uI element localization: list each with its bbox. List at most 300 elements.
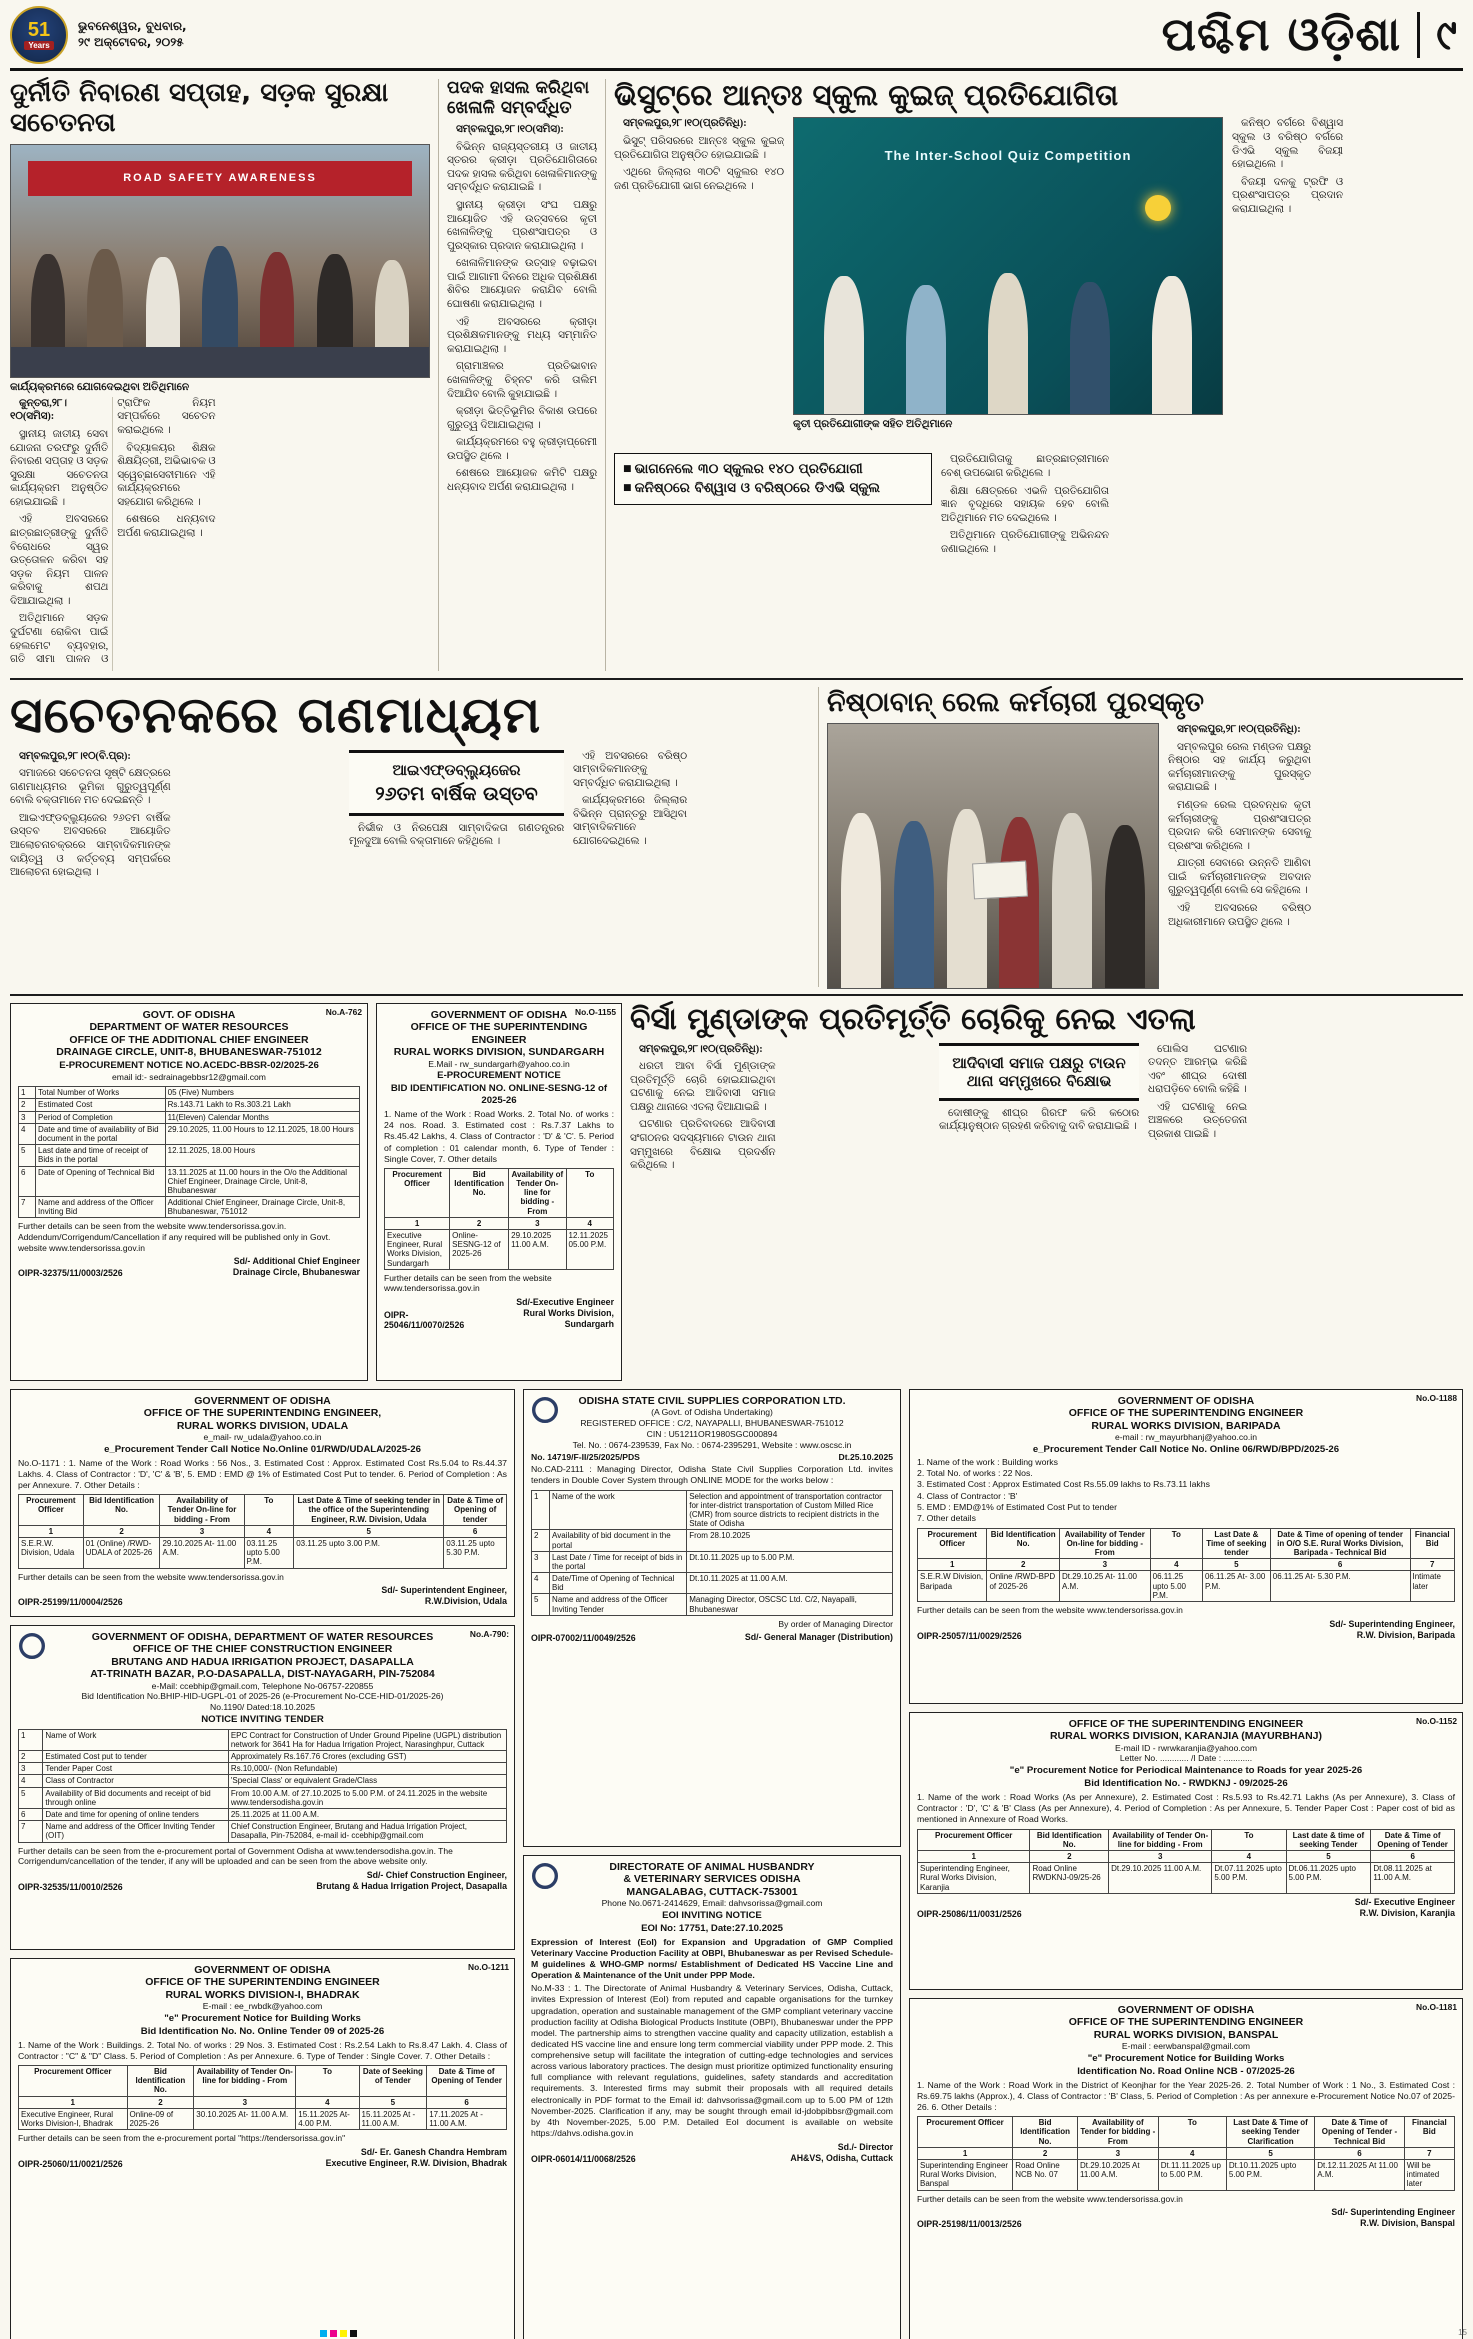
notice-contact-line: E.Mail - rw_sundargarh@yahoo.co.in [428,1058,570,1069]
row-value: Rs.143.71 Lakh to Rs.303.21 Lakh [165,1099,359,1111]
headline: ସଚେତନକରେ ଗଣମାଧ୍ୟମ [10,686,542,744]
notice-table [917,1528,1455,1602]
table-data-cell: Superintending Engineer, Rural Works Division, Karanjia [918,1863,1030,1894]
table-number-cell: 1 [918,2147,1013,2159]
row-value: 11(Eleven) Calendar Months [165,1111,359,1123]
table-data-cell: 17.11.2025 At - 11.00 A.M. [427,2108,507,2129]
row-value: Additional Chief Engineer, Drainage Circle, Unit-8, Bhubaneswar, 751012 [165,1197,359,1218]
table-row [532,1551,893,1572]
body-paragraph: ଏହି ଅବସରରେ ବରିଷ୍ଠ ସାମ୍ବାଦିକମାନଙ୍କୁ ସମ୍ବର୍ଦ୍ଧିତ କରାଯାଇଥିଲା । [573,750,687,789]
table-number-cell: 1 [19,2096,128,2108]
headline: ବିର୍ସା ମୁଣ୍ଡାଙ୍କ ପ୍ରତିମୂର୍ତ୍ତି ଚୋରିକୁ ନେଇ ଏତଲା [630,1002,1196,1037]
notice-header [531,1861,893,1898]
table-data-cell: Superintending Engineer Rural Works Division, Banspal [918,2159,1013,2190]
notices-column-right [909,1389,1463,2339]
photo-table [11,347,429,377]
notice-eproc-line: Identification No. Road Online NCB - 07/2025-26 [1077,2065,1295,2077]
body-paragraph: ସମାଜରେ ସଚେତନତା ସୃଷ୍ଟି କ୍ଷେତ୍ରରେ ଗଣମାଧ୍ୟମର ଭୂମିକା ଗୁରୁତ୍ୱପୂର୍ଣ୍ଣ ବୋଲି ବକ୍ତାମାନେ ମତ ଦେଇଛନ୍ତି । [10,768,171,807]
table-number-cell: 6 [444,1525,507,1537]
row-value: Rs.10,000/- (Non Refundable) [228,1763,506,1775]
body-paragraph: କାର୍ଯ୍ୟକ୍ରମରେ ବହୁ କ୍ରୀଡ଼ାପ୍ରେମୀ ଉପସ୍ଥିତ ଥିଲେ । [447,437,597,462]
body-paragraph: ଶେଷରେ ଆୟୋଜକ କମିଟି ପକ୍ଷରୁ ଧନ୍ୟବାଦ ଅର୍ପଣ କରାଯାଇଥିଲା । [447,468,597,493]
photo-banner-text: ROAD SAFETY AWARENESS [28,161,413,196]
signature-line: Sd/- Executive Engineer [1354,1896,1455,1907]
row-number: 3 [19,1763,43,1775]
table-header-cell: Bid Identification No. [1013,2117,1078,2148]
table-number-cell: 2 [1013,2147,1078,2159]
article-dateline: ସମ୍ବଲପୁର,୨୮।୧୦(ପ୍ରତିନିଧି): [1177,724,1301,736]
table-header-cell: Procurement Officer [385,1168,450,1217]
tender-notices-grid [10,1389,1463,2339]
section-rule [10,994,1463,996]
photo-backdrop-text: The Inter-School Quiz Competition [884,147,1132,163]
body-paragraph: ଏହି ଘଟଣାକୁ ନେଇ ଅଞ୍ଚଳରେ ଉତ୍ତେଜନା ପ୍ରକାଶ ପାଇଛି । [1148,1101,1247,1140]
row-value: EPC Contract for Construction of Under Ground Pipeline (UGPL) distribution network for 3641 Ha for Hadua Irrigation Project, Narasinghpur, Cuttack [228,1729,506,1750]
notice-contact-line: E-mail : ee_rwbdk@yahoo.com [202,2001,323,2012]
body-paragraph: ପୋଲିସ ଘଟଣାର ତଦନ୍ତ ଆରମ୍ଭ କରିଛି ଏବଂ ଶୀଘ୍ର ଦୋଷୀ ଧରାପଡ଼ିବେ ବୋଲି କହିଛି । [1148,1043,1247,1096]
headline: ଦୁର୍ନୀତି ନିବାରଣ ସପ୍ତାହ, ସଡ଼କ ସୁରକ୍ଷା ସଚେତନତା [10,78,389,138]
article-dateline: କୁନ୍ତରା,୨୮।୧୦(ସମିସ): [10,397,67,423]
table-row [532,1530,893,1551]
notice-contact-line: (A Govt. of Odisha Undertaking) [651,1407,773,1418]
row-value: 12.11.2025, 18.00 Hours [165,1145,359,1166]
person-figure [1152,276,1192,415]
table-number-cell: 3 [160,1525,244,1537]
table-row [532,1594,893,1615]
body-paragraph: ଯାତ୍ରୀ ସେବାରେ ଉନ୍ନତି ଆଣିବା ପାଇଁ କର୍ମଚାରୀମାନଙ୍କ ଅବଦାନ ଗୁରୁତ୍ୱପୂର୍ଣ୍ଣ ବୋଲି ସେ କହିଥିଲେ । [1168,858,1311,897]
row-label: Total Number of Works [36,1087,166,1099]
notice-ref-date: Dt.25.10.2025 [838,1452,893,1463]
highlight-inset-box [939,1043,1139,1101]
notice-title-line: OFFICE OF THE SUPERINTENDING ENGINEER [145,1976,380,1989]
notice-rwd-karanjia [909,1712,1463,1990]
notice-number: No.O-1211 [468,1962,509,1972]
notice-number: No.A-790: [469,1629,509,1639]
article-dateline: ସମ୍ବଲପୁର,୨୮।୧୦(ବି.ପ୍ର): [19,750,131,762]
article-birsa-statue [630,1003,1463,1381]
body-paragraph: ସ୍ଥାନୀୟ ଜାତୀୟ ସେବା ଯୋଜନା ତରଫରୁ ଦୁର୍ନୀତି ନିବାରଣ ସପ୍ତାହ ଓ ସଡ଼କ ସୁରକ୍ଷା ସଚେତନତା କାର୍ଯ୍ୟକ୍ରମ ଅନୁଷ୍ଠିତ ହୋଇଯାଇଛି । [10,428,109,508]
notice-number: No.O-1155 [575,1007,616,1017]
row-value: Dt.10.11.2025 up to 5.00 P.M. [687,1551,893,1572]
table-data-cell: 06.11.25 At- 5.30 P.M. [1270,1571,1410,1602]
notice-detail-item: 5. EMD : EMD@1% of Estimated Cost Put to tender [917,1502,1118,1513]
cyan-mark [320,2330,327,2337]
print-registration-marks [320,2330,357,2337]
body-paragraph: ନିର୍ଭୀକ ଓ ନିରପେକ୍ଷ ସାମ୍ବାଦିକତା ଗଣତନ୍ତ୍ରର ମୂଳଦୁଆ ବୋଲି ବକ୍ତାମାନେ କହିଥିଲେ । [349,822,564,848]
notice-eproc-line: e_Procurement Tender Call Notice No.Online 01/RWD/UDALA/2025-26 [104,1443,421,1455]
notice-rwd-sundargarh [376,1003,622,1381]
table-number-cell: 5 [1202,1559,1270,1571]
notice-header [18,1009,360,1059]
table-data-cell: Road Online NCB No. 07 [1013,2159,1078,2190]
row-label: Last Date / Time for receipt of bids in the portal [550,1551,687,1572]
notice-rwd-baripada [909,1389,1463,1704]
table-row [19,1087,360,1099]
table-data-cell: Dt.07.11.2025 upto 5.00 P.M. [1212,1863,1286,1894]
notice-table [917,1829,1455,1894]
table-header-cell: Availability of Tender On-line for bidding - From [160,1495,244,1526]
notice-title-line: OFFICE OF THE SUPERINTENDING ENGINEER, [143,1407,382,1420]
table-header-cell: Bid Identification No. [127,2066,194,2097]
row-label: Date and time for opening of online tenders [43,1809,228,1821]
signature-line: Brutang & Hadua Irrigation Project, Dasapalla [316,1880,507,1891]
article-body-right [1148,1043,1463,1382]
table-number-cell: 6 [1270,1559,1410,1571]
table-data-cell: 15.11.2025 At- 4.00 P.M. [296,2108,359,2129]
notice-title-line: OFFICE OF THE ADDITIONAL CHIEF ENGINEER [69,1033,309,1046]
table-header-cell: To [566,1168,613,1217]
table-header-cell: Bid Identification No. [1030,1829,1109,1850]
person-figure [1052,813,1092,988]
notice-rwd-bhadrak [10,1958,515,2339]
table-data-cell: 01 (Online) /RWD-UDALA of 2025-26 [83,1537,160,1568]
body-paragraph: ଦୋଷୀଙ୍କୁ ଶୀଘ୍ର ଗିରଫ କରି କଠୋର କାର୍ଯ୍ୟାନୁଷ୍ଠାନ ଗ୍ରହଣ କରିବାକୁ ଦାବି କରାଯାଇଛି । [939,1107,1139,1133]
notice-brutang-hadua [10,1625,515,1950]
article-media-awareness [10,687,810,987]
table-header-cell: Financial Bid [1404,2117,1454,2148]
person-figure [1105,825,1145,988]
signature-line: R.W. Division, Baripada [1356,1629,1455,1640]
table-data-cell: Dt.29.10.2025 11.00 A.M. [1109,1863,1212,1894]
directorate-emblem [532,1863,558,1889]
article-body-left [614,117,784,447]
article-rail-employees [827,687,1463,987]
signature-line: Executive Engineer, R.W. Division, Bhadrak [325,2157,507,2168]
signature-line: AH&VS, Odisha, Cuttack [790,2153,893,2164]
notice-animal-husbandry-eoi [523,1855,901,2339]
inset-line: ୨୬ତମ ବାର୍ଷିକ ଉସ୍ତବ [375,782,538,805]
table-number-cell: 4 [296,2096,359,2108]
notice-oipr: OIPR-25057/11/0029/2526 [917,1630,1022,1641]
table-header-cell: To [1158,2117,1226,2148]
table-header-cell: To [244,1495,294,1526]
row-value: From 10.00 A.M. of 27.10.2025 to 5.00 P.M. of 24.11.2025 in the website www.tendersodisha.gov.in [228,1787,506,1808]
masthead-divider [1417,12,1420,58]
table-number-cell: 6 [1371,1850,1455,1862]
notice-detail-item: 1. Name of the work : Building works [917,1456,1058,1467]
page-number: ୯ [1436,10,1457,59]
notice-footer: Further details can be seen from the website www.tendersorissa.gov.in [917,1605,1183,1616]
table-data-cell: Will be intimated later [1404,2159,1454,2190]
article-dateline: ସମ୍ବଲପୁର,୨୮।୧୦(ପ୍ରତିନିଧି): [639,1043,763,1055]
table-data-cell: 03.11.25 upto 5.30 P.M. [444,1537,507,1568]
masthead-date: ୨୯ ଅକ୍ଟୋବର, ୨୦୨୫ [78,35,184,49]
table-row [19,1821,507,1842]
badge-label: Years [24,41,53,50]
notice-header [18,1631,507,1681]
table-number-cell: 4 [1150,1559,1202,1571]
notice-detail-item: 7. Other details [917,1513,976,1524]
notice-signature [1329,1619,1455,1641]
table-number-cell: 4 [244,1525,294,1537]
notice-detail-item: 3. Estimated Cost : Approx Estimated Cost Rs.55.09 lakhs to Rs.73.11 lakhs [917,1479,1210,1490]
row-number: 5 [19,1145,36,1166]
article-dateline: ସମ୍ବଲପୁର,୨୮।୧୦(ସମିସ): [456,124,564,136]
signature-line: Sd/- General Manager (Distribution) [744,1631,893,1642]
person-figure [906,285,946,414]
table-row [19,1775,507,1787]
notice-signature [1331,2207,1455,2229]
notice-eproc-line: EOI No: 17751, Date:27.10.2025 [641,1922,783,1934]
table-data-cell: Road Online RWDKNJ-09/25-26 [1030,1863,1109,1894]
notice-and-article-row [10,1003,1463,1381]
notice-title-line: OFFICE OF THE SUPERINTENDING ENGINEER [1068,2016,1304,2029]
notice-title-line: GOVERNMENT OF ODISHA, DEPARTMENT OF WATER RESOURCES [91,1631,434,1643]
table-data-cell: 03.11.25 upto 5.00 P.M. [244,1537,294,1568]
article-medal-players [447,79,597,671]
notice-contact-line: REGISTERED OFFICE : C/2, NAYAPALLI, BHUBANESWAR-751012 [580,1418,844,1429]
notice-contact-line: CIN : U51211OR1980SGC000894 [646,1428,778,1439]
row-number: 7 [19,1197,36,1218]
row-value: Chief Construction Engineer, Brutang and Hadua Irrigation Project, Dasapalla, Pin-752084, e-mail id- ccebhip@gmail.com [228,1821,506,1842]
notice-oipr: OIPR-25060/11/0021/2526 [18,2158,123,2169]
notice-title-line: RURAL WORKS DIVISION, BARIPADA [1091,1419,1281,1432]
notice-oipr: OIPR-25198/11/0013/2526 [917,2219,1022,2230]
row-label: Name and address of the Officer Inviting Bid [36,1197,166,1218]
notice-header [917,1395,1455,1432]
notice-eproc-line: "e" Procurement Notice for Building Works [1087,2052,1285,2064]
headline: ପଦକ ହାସଲ କରିଥିବା ଖେଳାଳି ସମ୍ବର୍ଦ୍ଧିତ [447,78,590,118]
row-label: Name and address of the Officer Inviting Tender [550,1594,687,1615]
notice-table [384,1168,614,1270]
notice-contact [18,1432,507,1443]
table-header-cell: To [1212,1829,1286,1850]
notice-footer: Further details can be seen from the website www.tendersorissa.gov.in [917,2193,1183,2204]
table-header-cell: Last date & time of seeking Tender [1286,1829,1371,1850]
people-group [803,260,1214,414]
notice-ref-number: No. 14719/F-II/25/2025/PDS [531,1452,640,1463]
table-data-cell: Executive Engineer, Rural Works Division, Sundargarh [385,1229,450,1269]
notice-contact [18,2001,507,2012]
table-number-cell: 1 [918,1559,987,1571]
table-number-cell: 4 [1212,1850,1286,1862]
notice-contact-line: No.1190/ Dated:18.10.2025 [210,1701,315,1712]
table-header-cell: Availability of Tender for bidding - From [1077,2117,1158,2148]
notice-table [18,1086,360,1218]
table-number-cell: 2 [1030,1850,1109,1862]
signature-line: Sd/- Superintendent Engineer, [381,1585,507,1596]
notice-body: No.O-1171 : 1. Name of the Work : Road Works : 56 Nos., 3. Estimated Cost : Approx. Estimated Cost Rs.5.04 to Rs.44.37 Lakhs. 4. Class of Contractor : 'D', 'C' & 'B', 5. EMD : EMD @ 1% of Estimated Cost Put to tender. 6. Period of Completion : As per Annexure. 7. Other Details : [18,1457,507,1491]
table-header-cell: Availability of Tender On-line for bidding - From [1059,1528,1150,1559]
inset-line: ଆଦିବାସୀ ସମାଜ ପକ୍ଷରୁ ଟାଉନ [952,1053,1126,1072]
eoi-subject: Expression of Interest (EoI) for Expansion and Upgradation of GMP Complied Veterinary Vaccine Production Facility at OBPI, Bhubaneswar as per Revised Schedule-M guidelines & WHO-GMP norms/ Establishment of Dedicated HS Vaccine Line and Operation & Maintenance of the Unit under PPP Mode. [531,1936,893,1981]
table-header-cell: Date & Time of Opening of tender [444,1495,507,1526]
table-row [19,1111,360,1123]
body-paragraph: କନିଷ୍ଠ ବର୍ଗରେ ବିଶ୍ୱାସ ସ୍କୁଲ ଓ ବରିଷ୍ଠ ବର୍ଗରେ ଡିଏଭି ସ୍କୁଲ ବିଜୟୀ ହୋଇଥିଲେ । [1232,118,1343,171]
row-label: Name and address of the Officer Inviting Tender (OIT) [43,1821,228,1842]
table-header-cell: Availability of Tender On-line for bidding - From [509,1168,566,1217]
row-value: 29.10.2025, 11.00 Hours to 12.11.2025, 18.00 Hours [165,1123,359,1144]
table-header-cell: Availability of Tender On-line for bidding - From [1109,1829,1212,1850]
body-paragraph: ଘଟଣାର ପ୍ରତିବାଦରେ ଆଦିବାସୀ ସଂଗଠନର ସଦସ୍ୟମାନେ ଟାଉନ ଥାନା ସମ୍ମୁଖରେ ବିକ୍ଷୋଭ ପ୍ରଦର୍ଶନ କରିଥିଲେ । [630,1119,776,1172]
notice-contact-line: Bid Identification No.BHIP-HID-UGPL-01 of 2025-26 (e-Procurement No-CCE-HID-01/2025-26) [81,1691,444,1702]
notice-title-line: BRUTANG AND HADUA IRRIGATION PROJECT, DASAPALLA [111,1655,414,1668]
table-header-cell: To [1150,1528,1202,1559]
notice-oipr: OIPR-32535/11/0010/2526 [18,1881,123,1892]
body-paragraph: ଏହି ଅବସରରେ ବରିଷ୍ଠ ଅଧିକାରୀମାନେ ଉପସ୍ଥିତ ଥିଲେ । [1168,902,1311,928]
row-number: 5 [532,1594,550,1615]
notice-eproc-line: E-PROCUREMENT NOTICE NO.ACEDC-BBSR-02/2025-26 [59,1059,319,1071]
notice-eproc-line: E-PROCUREMENT NOTICE [437,1070,561,1082]
table-number-cell: 6 [427,2096,507,2108]
notice-signature [233,1256,360,1278]
notice-contact-line: Phone No.0671-2414629, Email: dahvsorissa@gmail.com [601,1898,823,1909]
notice-table [18,1494,507,1568]
table-header-cell: Date & Time of opening of tender in O/O S.E. Rural Works Division, Baripada - Technical Bid [1270,1528,1410,1559]
table-row [19,1123,360,1144]
table-number-cell: 4 [1158,2147,1226,2159]
notice-table [917,2116,1455,2190]
notice-body: 1. Name of the Work : Buildings. 2. Total No. of works : 29 Nos. 3. Estimated Cost : Rs.2.54 Lakh to Rs.8.47 Lakh. 4. Class of Contractor : "C" & "D" Class. 5. Period of Completion : As per Annexure. 6. Type of Tender : Single Cover. 7. Other Details : [18,2039,507,2061]
masthead-dateline [78,19,187,50]
table-header-cell: Procurement Officer [918,2117,1013,2148]
notice-contact-line: E-mail ID - rwrwkaranjia@yahoo.com [1115,1742,1257,1753]
article-body-center [349,822,564,988]
table-row [19,1809,507,1821]
table-data-cell: Dt.12.11.2025 At 11.00 A.M. [1315,2159,1404,2190]
notice-contact-line: Tel. No. : 0674-239539, Fax No. : 0674-2395291, Website : www.oscsc.in [572,1439,852,1450]
notice-body: 1. Name of the work : Road Works (As per Annexure), 2. Estimated Cost : Rs.5.93 to Rs.42.71 Lakhs (As per Annexure), 3. Class of Contractor : 'D', 'C' & 'B' Class (As per Annexure), 4. Period of Completion : As per Annexure, 5. Tender Paper Cost : Paper cost of bid as mentioned in Annexure of Road Works. [917,1792,1455,1825]
body-paragraph: ବିଦ୍ୟାଳୟର ଶିକ୍ଷକ ଶିକ୍ଷୟିତ୍ରୀ, ଅଭିଭାବକ ଓ ସ୍ୱେଚ୍ଛାସେବୀମାନେ ଏହି କାର୍ଯ୍ୟକ୍ରମରେ ସହଯୋଗ କରିଥିଲେ । [117,442,216,508]
notice-detail-list [917,1457,1455,1525]
table-number-cell: 4 [566,1217,613,1229]
row-number: 1 [19,1087,36,1099]
row-value: 25.11.2025 at 11.00 A.M. [228,1809,506,1821]
table-row [19,1166,360,1197]
notice-oipr: OIPR-25199/11/0004/2526 [18,1597,123,1608]
person-figure [999,817,1039,988]
row-label: Name of the work [550,1490,687,1530]
table-header-cell: Procurement Officer [918,1829,1030,1850]
table-number-cell: 2 [83,1525,160,1537]
table-row [19,1099,360,1111]
notice-table [18,2065,507,2130]
notice-contact-line: e-mail : rw_mayurbhanj@yahoo.co.in [1115,1432,1257,1443]
notice-signature [316,1870,507,1892]
table-data-cell: Online-09 of 2025-26 [127,2108,194,2129]
notice-oscsc [523,1389,901,1847]
yellow-mark [340,2330,347,2337]
row-number: 1 [532,1490,550,1530]
signature-line: Drainage Circle, Bhubaneswar [232,1267,360,1278]
table-header-cell: Date of Seeking of Tender [359,2066,427,2097]
body-paragraph: ଖେଳାଳିମାନଙ୍କ ଉତ୍ସାହ ବଢ଼ାଇବା ପାଇଁ ଆଗାମୀ ଦିନରେ ଅଧିକ ପ୍ରଶିକ୍ଷଣ ଶିବିର ଆୟୋଜନ କରାଯିବ ବୋଲି ଘୋଷଣା କରାଯାଇଥିଲା । [447,258,597,311]
notice-contact [531,1407,893,1450]
table-header-cell: Procurement Officer [19,2066,128,2097]
notice-body: 1. Name of the Work : Road Works. 2. Total No. of works : 24 nos. Road. 3. Estimated cost : Rs.7.37 Lakhs to Rs.45.42 Lakhs, 4. Class of Contractor : 'D' & 'C'. 5. Period of completion : 01 calendar month, 6. Type of Tender : Single Cover, 7. Other details [384,1109,614,1164]
quiz-photo [793,117,1223,415]
photo-caption: କୃତୀ ପ୍ରତିଯୋଗୀଙ୍କ ସହିତ ଅତିଥିମାନେ [793,418,953,431]
table-data-cell: 06.11.25 At- 3.00 P.M. [1202,1571,1270,1602]
notice-title-line: DIRECTORATE OF ANIMAL HUSBANDRY [609,1861,815,1873]
row-number: 1 [19,1729,43,1750]
row-value: 13.11.2025 at 11.00 hours in the O/o the Additional Chief Engineer, Drainage Circle, Unit-8, Bhubaneswar [165,1166,359,1197]
body-paragraph: ଆଇଏଫ୍‌ଡବ୍ଲ୍ୟୁଜେର ୨୬ତମ ବାର୍ଷିକ ଉସ୍ତବ ଅବସରରେ ଆୟୋଜିତ ଆଲୋଚନାଚକ୍ରରେ ସାମ୍ବାଦିକମାନଙ୍କ ଦାୟିତ୍ୱ ଓ କର୍ତ୍ତବ୍ୟ ସମ୍ପର୍କରେ ଆଲୋଚନା ହୋଇଥିଲା । [10,812,171,879]
body-paragraph: ଭିସୁଟ୍ ପରିସରରେ ଆନ୍ତଃ ସ୍କୁଲ କୁଇଜ୍ ପ୍ରତିଯୋଗିତା ଅନୁଷ୍ଠିତ ହୋଇଯାଇଛି । [614,135,784,161]
row-label: Availability of Bid documents and receipt of bid through online [43,1787,228,1808]
notice-eproc-line: Bid Identification No. No. Online Tender 09 of 2025-26 [140,2025,385,2037]
table-number-cell: 6 [1315,2147,1404,2159]
table-number-cell: 2 [127,2096,194,2108]
notice-contact [917,1432,1455,1443]
table-header-cell: Bid Identification No. [987,1528,1060,1559]
notice-oipr: OIPR-32375/11/0003/2526 [18,1268,123,1279]
oscsc-emblem [532,1397,558,1423]
article-body-center [939,1107,1139,1382]
body-paragraph: ଅତିଥିମାନେ ସଡ଼କ ଦୁର୍ଘଟଣା ରୋକିବା ପାଇଁ ହେଲମେଟ ବ୍ୟବହାର, ଗତି ସୀମା ପାଳନ ଓ ଟ୍ରାଫିକ ନିୟମ ସମ୍ପର୍କରେ ସଚେତନ କରାଇଥିଲେ । [10,397,216,666]
notice-contact [917,1743,1455,1764]
notice-oipr: OIPR-06014/11/0068/2526 [531,2154,636,2165]
body-paragraph: ଏଥିରେ ଜିଲ୍ଲାର ୩୦ଟି ସ୍କୁଲର ୧୪୦ ଜଣ ପ୍ରତିଯୋଗୀ ଭାଗ ନେଇଥିଲେ । [614,167,784,192]
award-photo [827,723,1159,989]
table-number-cell: 2 [450,1217,509,1229]
row-label: Class of Contractor [43,1775,228,1787]
row-number: 4 [532,1573,550,1594]
row-label: Tender Paper Cost [43,1763,228,1775]
table-data-cell: Dt.08.11.2025 at 11.00 A.M. [1371,1863,1455,1894]
notice-eproc-line: "e" Procurement Notice for Periodical Maintenance to Roads for year 2025-26 [1009,1765,1363,1777]
black-mark [350,2330,357,2337]
table-header-cell: Date & Time of Opening of Tender - Technical Bid [1315,2117,1404,2148]
table-number-cell: 5 [1286,1850,1371,1862]
notice-title-line: OFFICE OF THE SUPERINTENDING ENGINEER [410,1021,588,1046]
notice-contact-line: Letter No. ............ /I Date : ............ [1119,1753,1253,1764]
table-data-cell: S.E.R.W Division, Baripada [918,1571,987,1602]
notice-contact-line: E-mail : eerwbanspal@gmail.com [1121,2041,1251,2052]
notice-contact-line: e_mail- rw_udala@yahoo.co.in [203,1432,322,1443]
signature-line: Sd/- Er. Ganesh Chandra Hembram [360,2146,507,2157]
highlight-bullet: ■ ଭାଗନେଲେ ୩୦ ସ୍କୁଲର ୧୪୦ ପ୍ରତିଯୋଗୀ [623,460,923,479]
column-rule [605,79,606,671]
inset-line: ଥାନା ସମ୍ମୁଖରେ ବିକ୍ଷୋଭ [966,1071,1112,1090]
table-number-cell: 2 [987,1559,1060,1571]
notice-eproc [917,2053,1455,2078]
table-header-cell: Last Date & Time of seeking tender [1202,1528,1270,1559]
notice-footer: Further details can be seen from the website www.tendersorissa.gov.in [18,1571,284,1582]
notice-contact-line: email id:- sedrainagebbsr12@gmail.com [112,1072,266,1083]
table-data-cell: Online /RWD-BPD of 2025-26 [987,1571,1060,1602]
notices-column-left [10,1389,515,2339]
notice-signature [326,2147,507,2169]
bulb-graphic [1145,195,1171,221]
notice-drainage-circle [10,1003,368,1381]
body-paragraph: ଅତିଥିମାନେ ପ୍ରତିଯୋଗୀଙ୍କୁ ଅଭିନନ୍ଦନ ଜଣାଇଥିଲେ । [941,530,1109,555]
notice-table [18,1729,507,1843]
row-value: From 28.10.2025 [687,1530,893,1551]
notice-contact [18,1681,507,1713]
article-body-right [573,750,810,988]
masthead [10,6,1463,71]
table-data-cell: Dt.06.11.2025 upto 5.00 P.M. [1286,1863,1371,1894]
notice-footer: Further details can be seen from the website www.tendersorissa.gov.in. Addendum/Corrigendum/Cancellation if any required will be published only in Govt. website www.tendersorissa.gov.in [18,1221,331,1253]
table-row [19,1145,360,1166]
notice-footer: Further details can be seen from the e-procurement portal of Government Odisha at www.tendersodisha.gov.in. The Corrigendum/cancellation of the tender, if any will be uploaded and can be seen from the above website only. [18,1845,453,1867]
signature-line: Sd/- Superintending Engineer [1331,2207,1455,2218]
table-header-cell: To [296,2066,359,2097]
masthead-city-day: ଭୁବନେଶ୍ୱର, ବୁଧବାର, [78,19,187,34]
row-label: Date/Time of Opening of Technical Bid [550,1573,687,1594]
headline: ଭିସୁଟ୍‌ରେ ଆନ୍ତଃ ସ୍କୁଲ କୁଇଜ୍ ପ୍ରତିଯୋଗିତା [614,78,1119,112]
table-data-cell: Dt.29.10.2025 At 11.00 A.M. [1077,2159,1158,2190]
notice-signature [790,2142,893,2164]
table-row [532,1573,893,1594]
body-paragraph: ଏହି ଅବସରରେ କ୍ରୀଡ଼ା ପ୍ରଶିକ୍ଷକମାନଙ୍କୁ ମଧ୍ୟ ସମ୍ମାନିତ କରାଯାଇଥିଲା । [447,316,597,355]
row-label: Estimated Cost put to tender [43,1751,228,1763]
signature-line: R.W. Division, Karanjia [1359,1907,1455,1918]
notice-title-line: MANGALABAG, CUTTACK-753001 [626,1885,798,1898]
body-paragraph: ଧରତୀ ଆବା ବିର୍ସା ମୁଣ୍ଡାଙ୍କ ପ୍ରତିମୂର୍ତ୍ତି ଚୋରି ହୋଇଯାଇଥିବା ଘଟଣାକୁ ନେଇ ଆଦିବାସୀ ସମାଜ ପକ୍ଷରୁ ଥାନାରେ ଏତଲା ଦିଆଯାଇଛି । [630,1061,776,1113]
notice-number: No.O-1188 [1416,1393,1457,1403]
